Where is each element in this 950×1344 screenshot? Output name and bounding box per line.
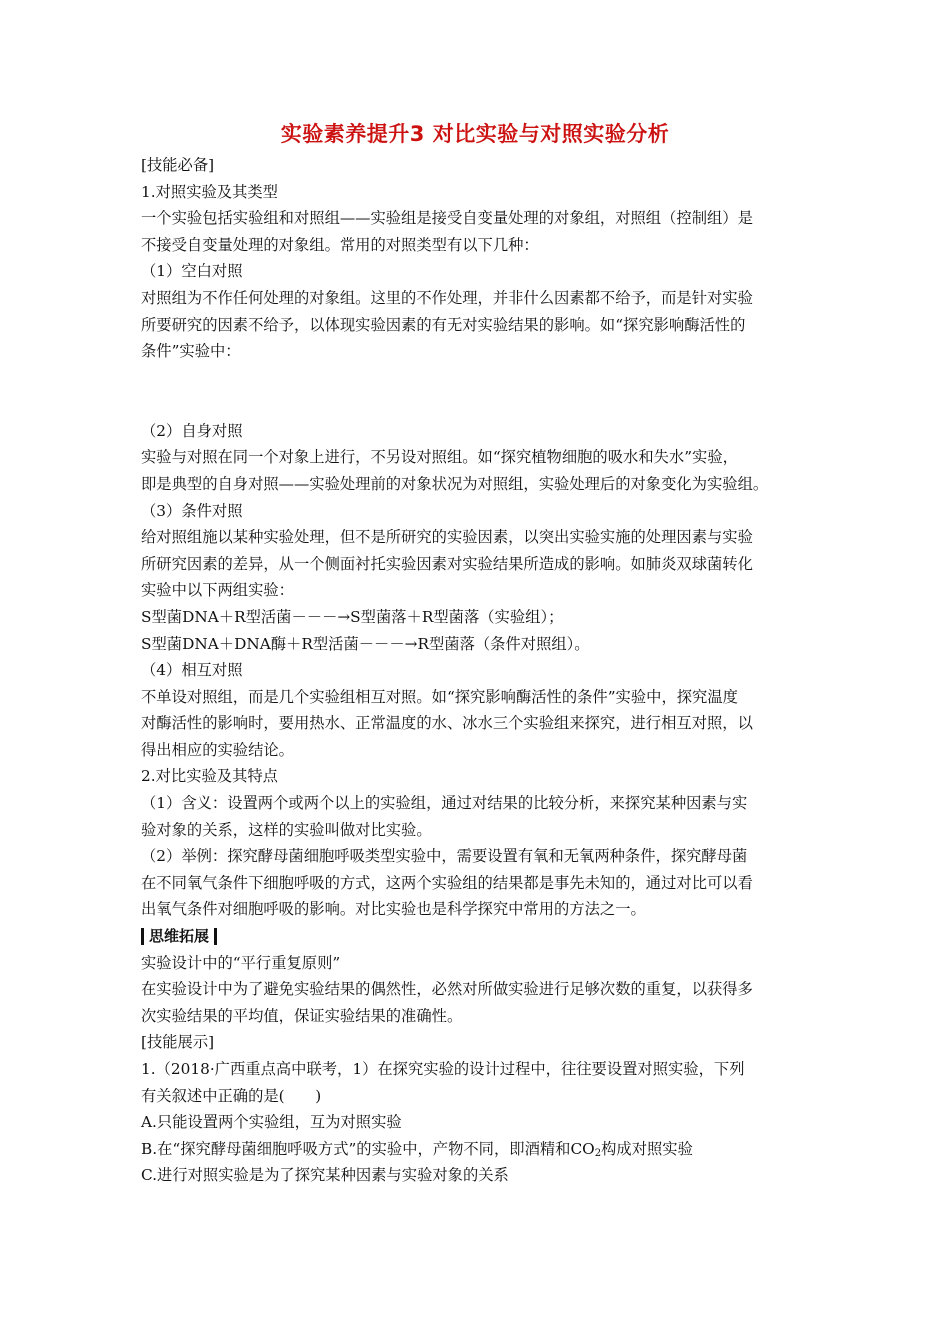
blank-space	[141, 365, 821, 418]
paragraph-line: 不接受自变量处理的对象组。常用的对照类型有以下几种：	[141, 235, 539, 254]
paragraph-line: 实验与对照在同一个对象上进行，不另设对照组。如“探究植物细胞的吸水和失水”实验，	[141, 448, 738, 467]
option-b-text: B.在“探究酵母菌细胞呼吸方式”的实验中，产物不同，即酒精和CO	[141, 1139, 595, 1158]
thinking-extension-tag	[141, 923, 821, 950]
item-heading: （4）相互对照	[141, 661, 243, 680]
paragraph-line: 条件”实验中：	[141, 342, 241, 361]
paragraph-line: 所研究因素的差异，从一个侧面衬托实验因素对实验结果所造成的影响。如肺炎双球菌转化	[141, 554, 753, 573]
paragraph-line: 对照组为不作任何处理的对象组。这里的不作处理，并非什么因素都不给予，而是针对实验	[141, 288, 753, 307]
paragraph-line: 所要研究的因素不给予，以体现实验因素的有无对实验结果的影响。如“探究影响酶活性的	[141, 315, 746, 334]
option-a: A.只能设置两个实验组，互为对照实验	[141, 1113, 402, 1132]
tag-right-bar	[214, 928, 217, 945]
paragraph-line: 次实验结果的平均值，保证实验结果的准确性。	[141, 1006, 463, 1025]
section-heading: [技能必备]	[141, 156, 215, 174]
paragraph-line: 在实验设计中为了避免实验结果的偶然性，必然对所做实验进行足够次数的重复，以获得多	[141, 980, 753, 999]
paragraph-line: 得出相应的实验结论。	[141, 740, 294, 759]
option-b	[141, 1136, 821, 1163]
paragraph-line: 对酶活性的影响时，要用热水、正常温度的水、冰水三个实验组来探究，进行相互对照，以	[141, 714, 753, 733]
paragraph-line: 不单设对照组，而是几个实验组相互对照。如“探究影响酶活性的条件”实验中，探究温度	[141, 687, 738, 706]
item-heading: （1）空白对照	[141, 262, 243, 281]
subsection-heading: 2.对比实验及其特点	[141, 767, 278, 786]
section-heading: [技能展示]	[141, 1033, 215, 1052]
paragraph-line: 出氧气条件对细胞呼吸的影响。对比实验也是科学探究中常用的方法之一。	[141, 900, 646, 919]
equation-line: S型菌DNA＋DNA酶＋R型活菌－－－→R型菌落（条件对照组）。	[141, 634, 590, 653]
tag-label: 思维拓展	[149, 926, 210, 945]
subsection-heading: 1.对照实验及其类型	[141, 182, 278, 201]
paragraph-line: 即是典型的自身对照——实验处理前的对象状况为对照组，实验处理后的对象变化为实验组。	[141, 474, 769, 493]
paragraph-line: （1）含义：设置两个或两个以上的实验组，通过对结果的比较分析，来探究某种因素与实	[141, 794, 748, 813]
paragraph-line: 实验中以下两组实验：	[141, 581, 294, 600]
option-b-tail: 构成对照实验	[601, 1139, 693, 1158]
page-title: 实验素养提升3 对比实验与对照实验分析	[280, 122, 670, 146]
item-heading: （3）条件对照	[141, 501, 243, 520]
paragraph-line: 验对象的关系，这样的实验叫做对比实验。	[141, 820, 432, 839]
paragraph-line: 给对照组施以某种实验处理，但不是所研究的实验因素，以突出实验实施的处理因素与实验	[141, 528, 753, 547]
question-stem: 1.（2018·广西重点高中联考，1）在探究实验的设计过程中，往往要设置对照实验，下列	[141, 1060, 745, 1078]
paragraph-line: 一个实验包括实验组和对照组——实验组是接受自变量处理的对象组，对照组（控制组）是	[141, 209, 753, 228]
item-heading: （2）自身对照	[141, 421, 243, 440]
paragraph-line: 在不同氧气条件下细胞呼吸的方式，这两个实验组的结果都是事先未知的，通过对比可以看	[141, 873, 753, 892]
option-c: C.进行对照实验是为了探究某种因素与实验对象的关系	[141, 1166, 509, 1185]
paragraph-line: 实验设计中的“平行重复原则”	[141, 953, 341, 972]
question-stem: 有关叙述中正确的是( )	[141, 1086, 322, 1105]
paragraph-line: （2）举例：探究酵母菌细胞呼吸类型实验中，需要设置有氧和无氧两种条件，探究酵母菌	[141, 847, 748, 866]
document-body	[141, 152, 821, 1189]
subscript: 2	[594, 1147, 602, 1159]
equation-line: S型菌DNA＋R型活菌－－－→S型菌落＋R型菌落（实验组）；	[141, 607, 564, 626]
